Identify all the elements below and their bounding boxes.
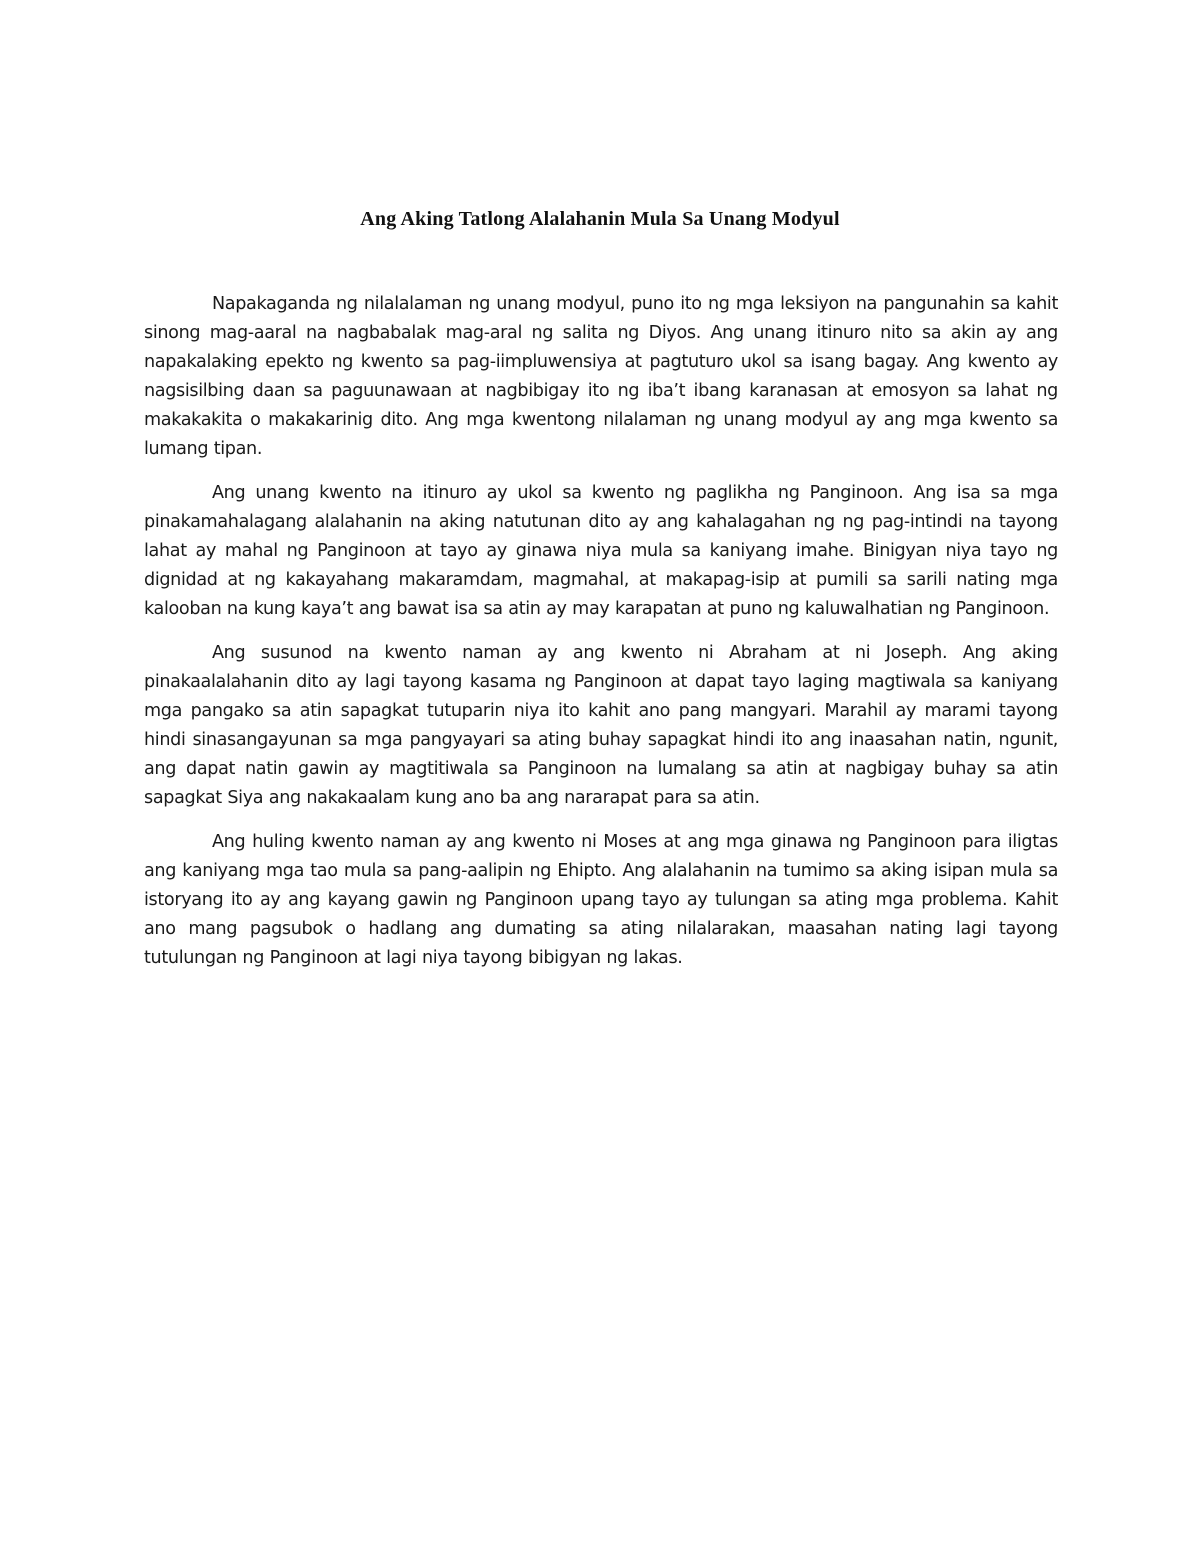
paragraph-2: Ang unang kwento na itinuro ay ukol sa kwento ng paglikha ng Panginoon. Ang isa sa mga pinakamahalagang alalahanin na aking natutunan dito ay ang kahalagahan ng ng pag-intindi na tayong lahat ay mahal ng Panginoon at tayo ay ginawa niya mula sa kaniyang imahe. Binigyan niya tayo ng dignidad at ng kakayahang makaramdam, magmahal, at makapag-isip at pumili sa sarili nating mga kalooban na kung kaya’t ang bawat isa sa atin ay may karapatan at puno ng kaluwalhatian ng Panginoon. [144,483,1058,619]
document-body [144,290,1058,988]
paragraph-4: Ang huling kwento naman ay ang kwento ni Moses at ang mga ginawa ng Panginoon para iligtas ang kaniyang mga tao mula sa pang-aalipin ng Ehipto. Ang alalahanin na tumimo sa aking isipan mula sa istoryang ito ay ang kayang gawin ng Panginoon upang tayo ay tulungan sa ating mga problema. Kahit ano mang pagsubok o hadlang ang dumating sa ating nilalarakan, maasahan nating lagi tayong tutulungan ng Panginoon at lagi niya tayong bibigyan ng lakas. [144,832,1058,968]
paragraph-3: Ang susunod na kwento naman ay ang kwento ni Abraham at ni Joseph. Ang aking pinakaalalahanin dito ay lagi tayong kasama ng Panginoon at dapat tayo laging magtiwala sa kaniyang mga pangako sa atin sapagkat tutuparin niya ito kahit ano pang mangyari. Marahil ay marami tayong hindi sinasangayunan sa mga pangyayari sa ating buhay sapagkat hindi ito ang inaasahan natin, ngunit, ang dapat natin gawin ay magtitiwala sa Panginoon na lumalang sa atin at nagbigay buhay sa atin sapagkat Siya ang nakakaalam kung ano ba ang nararapat para sa atin. [144,643,1058,808]
paragraph-1: Napakaganda ng nilalalaman ng unang modyul, puno ito ng mga leksiyon na pangunahin sa kahit sinong mag-aaral na nagbabalak mag-aral ng salita ng Diyos. Ang unang itinuro nito sa akin ay ang napakalaking epekto ng kwento sa pag-iimpluwensiya at pagtuturo ukol sa isang bagay. Ang kwento ay nagsisilbing daan sa paguunawaan at nagbibigay ito ng iba’t ibang karanasan at emosyon sa lahat ng makakakita o makakarinig dito. Ang mga kwentong nilalaman ng unang modyul ay ang mga kwento sa lumang tipan. [144,294,1058,459]
document-title: Ang Aking Tatlong Alalahanin Mula Sa Unang Modyul [360,208,840,230]
